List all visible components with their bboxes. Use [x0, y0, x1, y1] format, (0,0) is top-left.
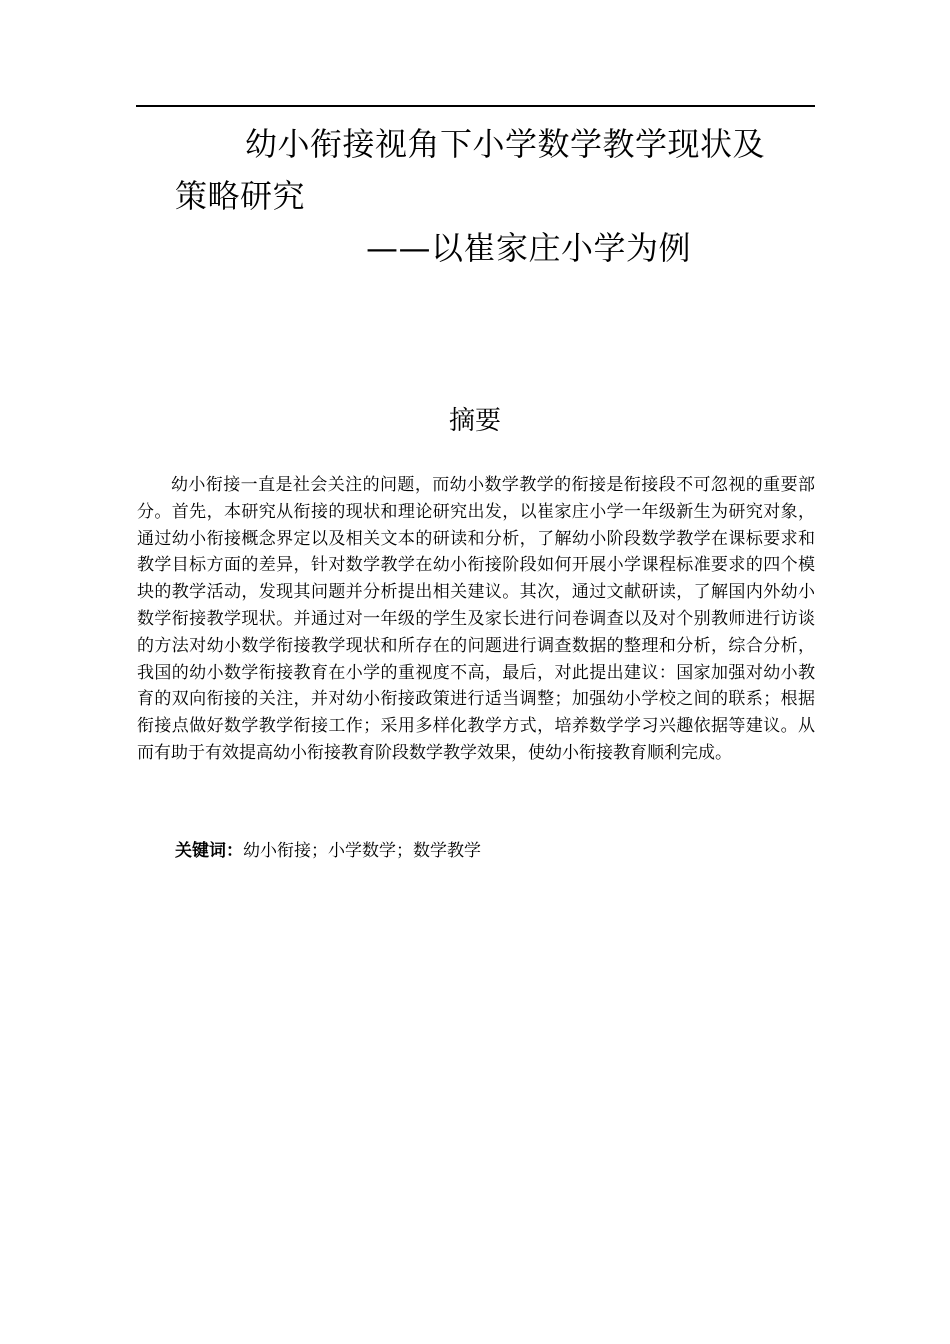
keywords-values: 幼小衔接；小学数学；数学教学: [243, 841, 481, 861]
abstract-heading: 摘要: [448, 406, 501, 436]
header-rule: [136, 105, 815, 107]
title-line-2: 策略研究: [175, 177, 306, 215]
keywords-line: [175, 838, 481, 864]
abstract-body: 幼小衔接一直是社会关注的问题，而幼小数学教学的衔接是衔接段不可忽视的重要部分。首先，本研究从衔接的现状和理论研究出发，以崔家庄小学一年级新生为研究对象，通过幼小衔接概念界定以及相关文本的研读和分析，了解幼小阶段数学教学在课标要求和教学目标方面的差异，针对数学教学在幼小衔接阶段如何开展小学课程标准要求的四个模块的教学活动，发现其问题并分析提出相关建议。其次，通过文献研读，了解国内外幼小数学衔接教学现状。并通过对一年级的学生及家长进行问卷调查以及对个别教师进行访谈的方法对幼小数学衔接教学现状和所存在的问题进行调查数据的整理和分析，综合分析，我国的幼小数学衔接教育在小学的重视度不高，最后，对此提出建议：国家加强对幼小教育的双向衔接的关注，并对幼小衔接政策进行适当调整；加强幼小学校之间的联系；根据衔接点做好数学教学衔接工作；采用多样化教学方式，培养数学学习兴趣依据等建议。从而有助于有效提高幼小衔接教育阶段数学教学效果，使幼小衔接教育顺利完成。: [137, 475, 815, 763]
subtitle: ——以崔家庄小学为例: [366, 229, 692, 267]
title-line-1: 幼小衔接视角下小学数学教学现状及: [245, 125, 766, 163]
keywords-label: 关键词：: [175, 841, 243, 861]
